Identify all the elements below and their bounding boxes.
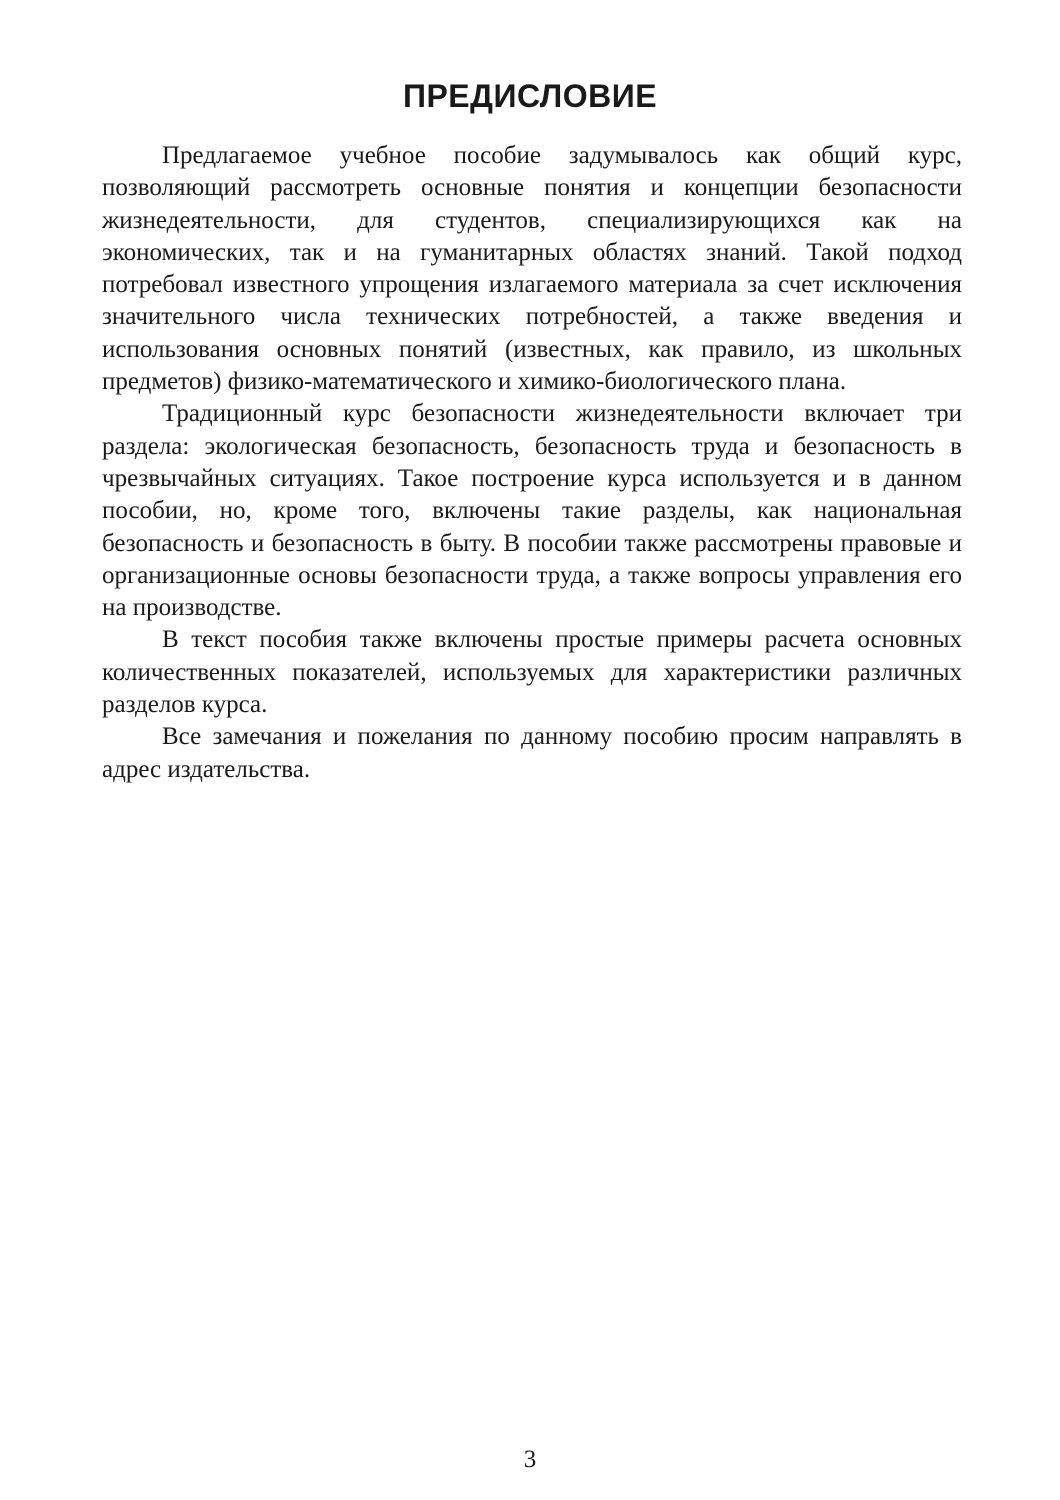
paragraph-3: В текст пособия также включены простые примеры расчета основных количественных показателей, используемых для характеристики различных разделов курса. [102,626,962,719]
paragraph-2: Традиционный курс безопасности жизнедеятельности включает три раздела: экологическая безопасность, безопасность труда и безопасность в чрезвычайных ситуациях. Такое построение курса используется и в данном пособии, но, кроме того, включены такие разделы, как национальная безопасность и безопасность в быту. В пособии также рассмотрены правовые и организационные основы безопасности труда, а также вопросы управления его на производстве. [102,400,962,622]
preface-body [102,140,962,786]
paragraph-4: Все замечания и пожелания по данному пособию просим направлять в адрес издательства. [102,723,962,783]
page-number: 3 [523,1446,537,1473]
paragraph-1: Предлагаемое учебное пособие задумывалось как общий курс, позволяющий рассмотреть основные понятия и концепции безопасности жизнедеятельности, для студентов, специализирующихся как на экономических, так и на гуманитарных областях знаний. Такой подход потребовал известного упрощения излагаемого материала за счет исключения значительного числа технических потребностей, а также введения и использования основных понятий (известных, как правило, из школьных предметов) физико-математического и химико-биологического плана. [102,142,962,396]
page-title: ПРЕДИСЛОВИЕ [402,78,658,114]
